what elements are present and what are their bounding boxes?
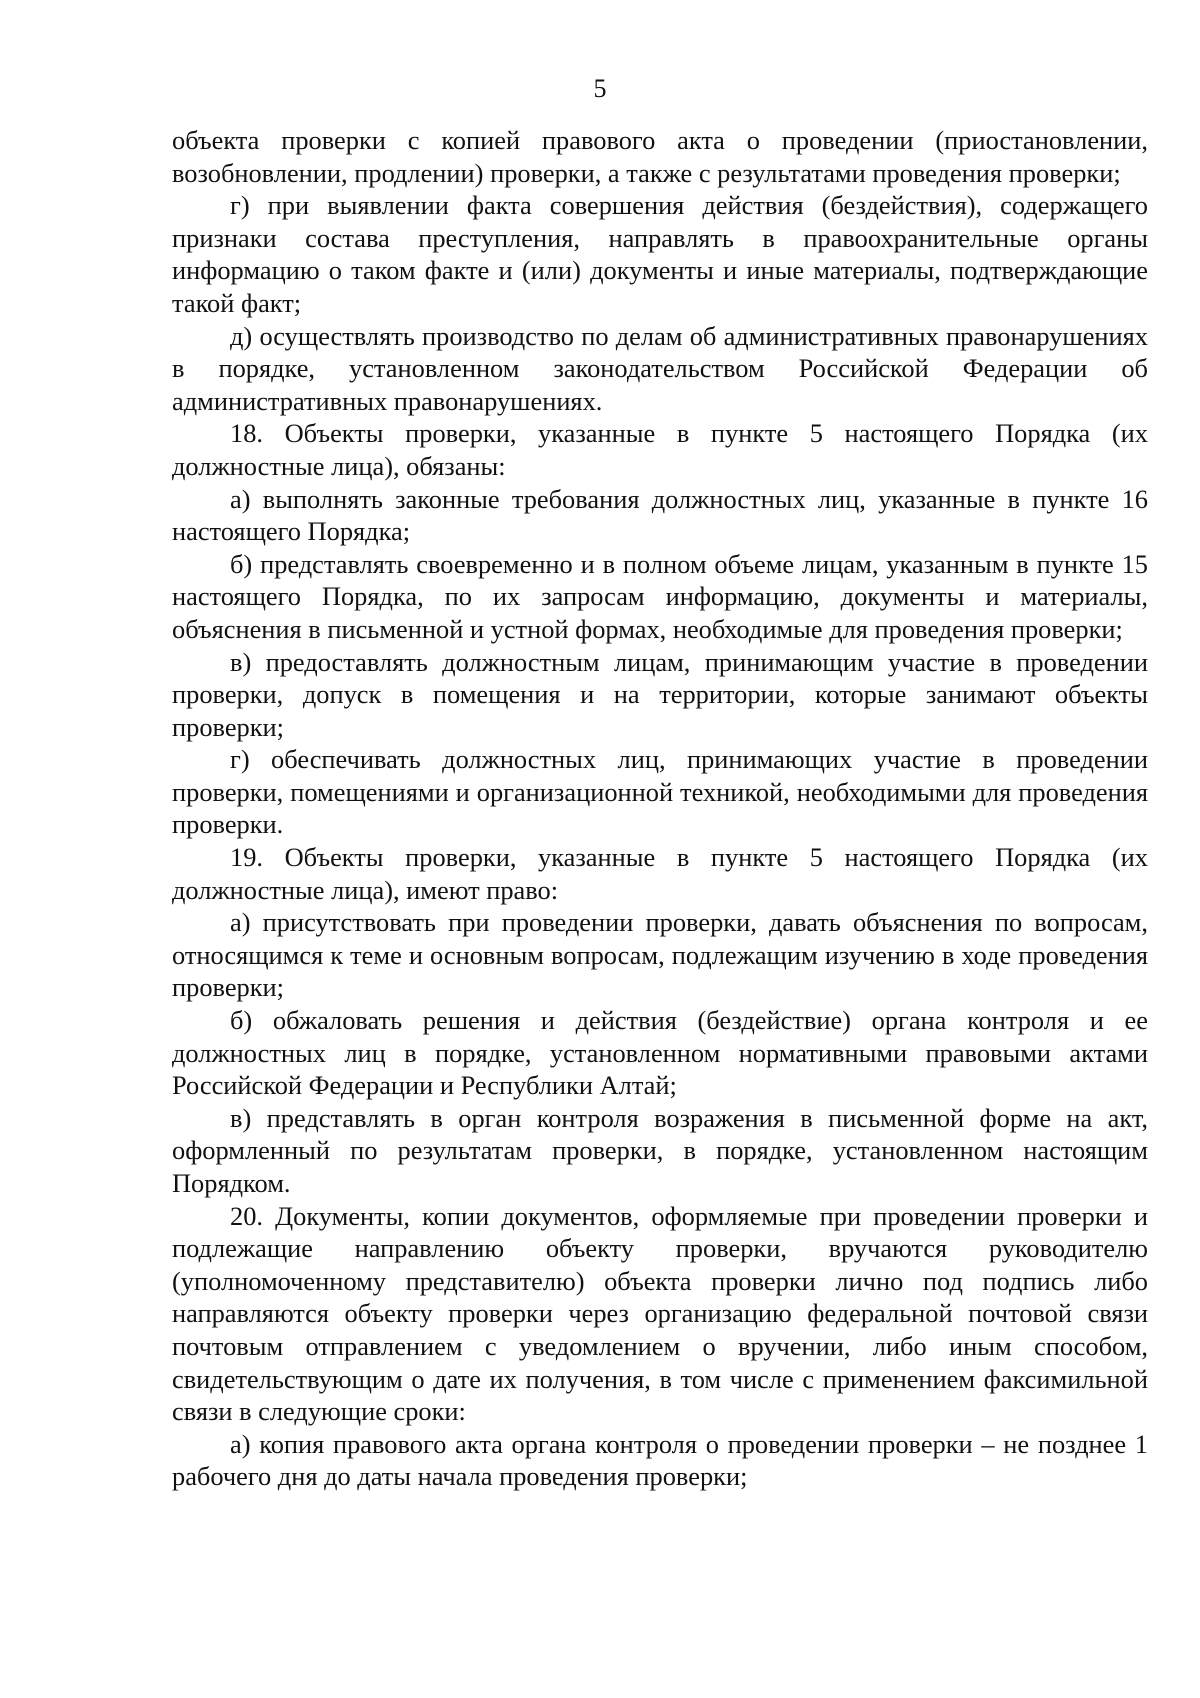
paragraph-18-item-g: г) обеспечивать должностных лиц, принимающих участие в проведении проверки, помещениями и организационной техникой, необходимыми для проведения проверки. xyxy=(172,744,1148,840)
paragraph-18: 18. Объекты проверки, указанные в пункте 5 настоящего Порядка (их должностные лица), обязаны: xyxy=(172,418,1148,481)
paragraph-18-item-v: в) предоставлять должностным лицам, принимающим участие в проведении проверки, допуск в помещения и на территории, которые занимают объекты проверки; xyxy=(172,646,1148,742)
page-number: 5 xyxy=(593,74,607,103)
paragraph-continuation: объекта проверки с копией правового акта о проведении (приостановлении, возобновлении, продлении) проверки, а также с результатами проведения проверки; xyxy=(172,125,1148,188)
document-body xyxy=(172,124,1148,1493)
paragraph-19-item-v: в) представлять в орган контроля возражения в письменной форме на акт, оформленный по результатам проверки, в порядке, установленном настоящим Порядком. xyxy=(172,1102,1148,1198)
paragraph-18-item-b: б) представлять своевременно и в полном объеме лицам, указанным в пункте 15 настоящего Порядка, по их запросам информацию, документы и материалы, объяснения в письменной и устной формах, необходимые для проведения проверки; xyxy=(172,548,1148,644)
paragraph-19-item-b: б) обжаловать решения и действия (бездействие) органа контроля и ее должностных лиц в порядке, установленном нормативными правовыми актами Российской Федерации и Республики Алтай; xyxy=(172,1005,1148,1101)
paragraph-19: 19. Объекты проверки, указанные в пункте 5 настоящего Порядка (их должностные лица), имеют право: xyxy=(172,842,1148,905)
paragraph-17-item-d: д) осуществлять производство по делам об административных правонарушениях в порядке, установленном законодательством Российской Федерации об административных правонарушениях. xyxy=(172,320,1148,416)
paragraph-20: 20. Документы, копии документов, оформляемые при проведении проверки и подлежащие направлению объекту проверки, вручаются руководителю (уполномоченному представителю) объекта проверки лично под подпись либо направляются объекту проверки через организацию федеральной почтовой связи почтовым отправлением с уведомлением о вручении, либо иным способом, свидетельствующим о дате их получения, в том числе с применением факсимильной связи в следующие сроки: xyxy=(172,1200,1148,1427)
paragraph-20-item-a: а) копия правового акта органа контроля о проведении проверки – не позднее 1 рабочего дня до даты начала проведения проверки; xyxy=(172,1428,1148,1492)
paragraph-17-item-g: г) при выявлении факта совершения действия (бездействия), содержащего признаки состава преступления, направлять в правоохранительные органы информацию о таком факте и (или) документы и иные материалы, подтверждающие такой факт; xyxy=(172,190,1148,318)
paragraph-18-item-a: а) выполнять законные требования должностных лиц, указанные в пункте 16 настоящего Порядка; xyxy=(172,483,1148,547)
paragraph-19-item-a: а) присутствовать при проведении проверки, давать объяснения по вопросам, относящимся к теме и основным вопросам, подлежащим изучению в ходе проведения проверки; xyxy=(172,907,1148,1003)
